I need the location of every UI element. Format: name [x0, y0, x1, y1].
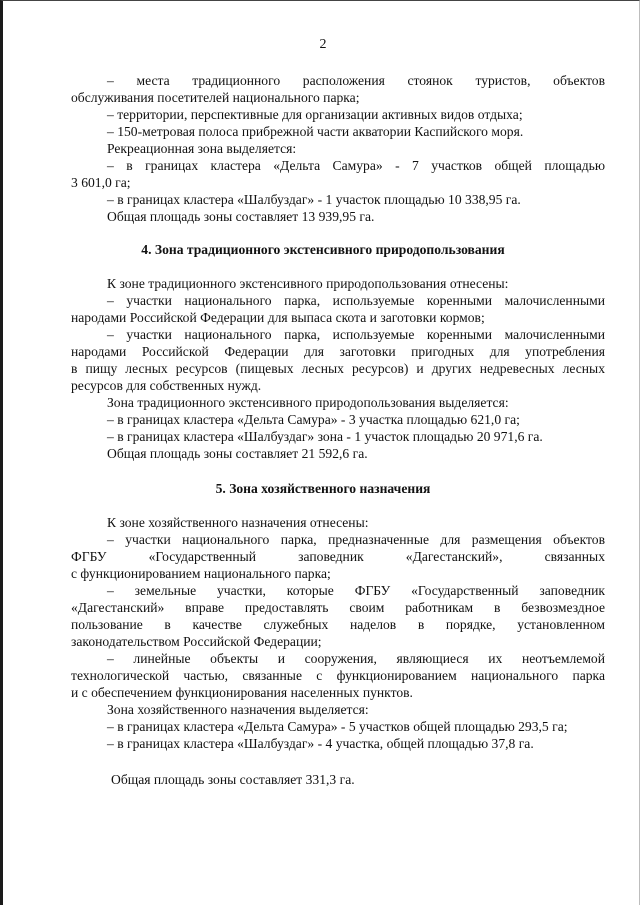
list-item: – в границах кластера «Шалбуздаг» зона - 1 участок площадью 20 971,6 га. — [107, 429, 543, 444]
list-item: – места традиционного расположения стоянок туристов, объектов — [107, 73, 605, 88]
paragraph-line: законодательством Российской Федерации; — [71, 634, 322, 649]
paragraph-line: ресурсов для собственных нужд. — [71, 378, 262, 393]
list-item: – линейные объекты и сооружения, являющиеся их неотъемлемой — [107, 651, 605, 666]
list-item: – в границах кластера «Дельта Самура» - 5 участков общей площадью 293,5 га; — [107, 719, 568, 734]
list-item: – земельные участки, которые ФГБУ «Государственный заповедник — [107, 583, 605, 598]
paragraph-line: и с обеспечением функционирования населенных пунктов. — [71, 685, 413, 700]
list-item: – в границах кластера «Шалбуздаг» - 4 участка, общей площадью 37,8 га. — [107, 736, 534, 751]
section-heading: 5. Зона хозяйственного назначения — [215, 481, 431, 496]
list-item: – участки национального парка, используемые коренными малочисленными — [107, 327, 605, 342]
zone-total: Общая площадь зоны составляет 21 592,6 га. — [107, 446, 368, 461]
paragraph-line: Зона традиционного экстенсивного природопользования выделяется: — [107, 395, 509, 410]
list-item: – 150-метровая полоса прибрежной части акватории Каспийского моря. — [107, 124, 524, 139]
list-item: – в границах кластера «Дельта Самура» - 7 участков общей площадью — [107, 158, 605, 173]
paragraph-line: с функционированием национального парка; — [71, 566, 331, 581]
page-number: 2 — [319, 37, 327, 52]
list-item: – участки национального парка, используемые коренными малочисленными — [107, 293, 605, 308]
zone-total: Общая площадь зоны составляет 13 939,95 га. — [107, 209, 375, 224]
paragraph-line: народами Российской Федерации для заготовки пригодных для употребления — [71, 344, 605, 359]
zone-total: Общая площадь зоны составляет 331,3 га. — [111, 772, 355, 787]
list-item: – в границах кластера «Дельта Самура» - 3 участка площадью 621,0 га; — [107, 412, 520, 427]
paragraph-line: обслуживания посетителей национального парка; — [71, 90, 360, 105]
paragraph-line: пользование в качестве служебных наделов в порядке, установленном — [71, 617, 605, 632]
list-item: – в границах кластера «Шалбуздаг» - 1 участок площадью 10 338,95 га. — [107, 192, 521, 207]
paragraph-line: К зоне традиционного экстенсивного природопользования отнесены: — [107, 276, 509, 291]
paragraph-line: Зона хозяйственного назначения выделяется: — [107, 702, 369, 717]
paragraph-line: в пищу лесных ресурсов (пищевых лесных ресурсов) и других недревесных лесных — [71, 361, 605, 376]
section-heading: 4. Зона традиционного экстенсивного природопользования — [141, 242, 505, 257]
paragraph-line: Рекреационная зона выделяется: — [107, 141, 297, 156]
paragraph-line: ФГБУ «Государственный заповедник «Дагестанский», связанных — [71, 549, 605, 564]
list-item: – территории, перспективные для организации активных видов отдыха; — [107, 107, 523, 122]
paragraph-line: «Дагестанский» вправе предоставлять своим работникам в безвозмездное — [71, 600, 605, 615]
paragraph-line: народами Российской Федерации для выпаса скота и заготовки кормов; — [71, 310, 485, 325]
list-item: – участки национального парка, предназначенные для размещения объектов — [107, 532, 605, 547]
paragraph-line: К зоне хозяйственного назначения отнесены: — [107, 515, 369, 530]
paragraph-line: 3 601,0 га; — [71, 175, 131, 190]
paragraph-line: технологической частью, связанные с функционированием национального парка — [71, 668, 605, 683]
